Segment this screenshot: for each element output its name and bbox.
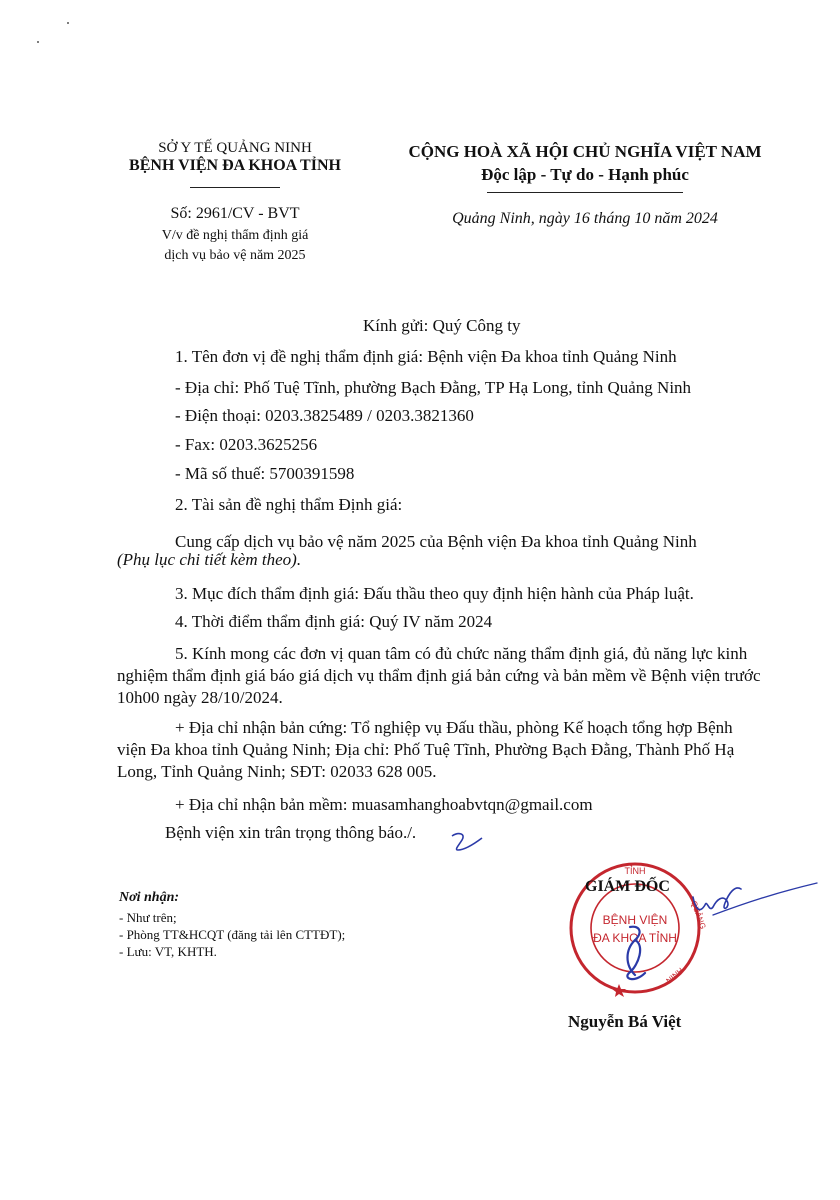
doc-number: Số: 2961/CV - BVT	[170, 205, 300, 222]
item-2-note: (Phụ lục chi tiết kèm theo).	[117, 550, 302, 569]
tax-line: - Mã số thuế: 5700391598	[175, 464, 355, 483]
recipient-item: - Phòng TT&HCQT (đăng tải lên CTTĐT);	[119, 927, 346, 942]
scan-speck	[67, 22, 69, 24]
header-left-underline	[190, 187, 280, 188]
subject-line-2: dịch vụ bảo vệ năm 2025	[164, 248, 306, 263]
recipient-item: - Như trên;	[119, 910, 177, 925]
item-2: 2. Tài sản đề nghị thẩm Định giá:	[175, 495, 403, 514]
subject-line-1: V/v đề nghị thẩm định giá	[161, 228, 309, 243]
salutation: Kính gửi: Quý Công ty	[363, 316, 521, 335]
nation-motto: Độc lập - Tự do - Hạnh phúc	[481, 165, 689, 184]
scan-speck	[37, 41, 39, 43]
item-1: 1. Tên đơn vị đề nghị thẩm định giá: Bệnh viện Đa khoa tỉnh Quảng Ninh	[175, 347, 677, 366]
motto-underline	[487, 192, 683, 193]
nation-title: CỘNG HOÀ XÃ HỘI CHỦ NGHĨA VIỆT NAM	[408, 142, 762, 161]
signer-title: GIÁM ĐỐC	[585, 878, 670, 895]
department-name: SỞ Y TẾ QUẢNG NINH	[158, 140, 312, 156]
hardcopy-address: + Địa chỉ nhận bản cứng: Tổ nghiệp vụ Đấu thầu, phòng Kế hoạch tổng hợp Bệnh viện Đa khoa tỉnh Quảng Ninh; Địa chỉ: Phố Tuệ Tĩnh, Phường Bạch Đằng, Thành Phố Hạ Long, Tỉnh Quảng Ninh; SĐT: 02033 628 005.	[117, 718, 735, 781]
recipient-item: - Lưu: VT, KHTH.	[119, 944, 217, 959]
signature-stroke-main	[627, 927, 645, 979]
item-5: 5. Kính mong các đơn vị quan tâm có đủ chức năng thẩm định giá, đủ năng lực kinh nghiệm thẩm định giá báo giá dịch vụ thẩm định giá bản cứng và bản mềm về Bệnh viện trước 10h00 ngày 28/10/2024.	[117, 644, 761, 707]
stamp-ring-right: QUẢNG	[689, 899, 708, 931]
address-line: - Địa chỉ: Phố Tuệ Tĩnh, phường Bạch Đằng, TP Hạ Long, tỉnh Quảng Ninh	[175, 378, 692, 397]
signature-stroke-upper	[693, 888, 741, 910]
doc-subject	[100, 226, 370, 266]
item-4: 4. Thời điểm thẩm định giá: Quý IV năm 2024	[175, 612, 493, 631]
closing-line: Bệnh viện xin trân trọng thông báo./.	[165, 823, 417, 842]
fax-line: - Fax: 0203.3625256	[175, 435, 318, 454]
recipients-list	[119, 909, 345, 960]
stamp-ring-bottom: NINH	[664, 966, 686, 986]
softcopy-address: + Địa chỉ nhận bản mềm: muasamhanghoabvtqn@gmail.com	[175, 795, 593, 814]
initial-mark	[448, 828, 488, 856]
item-2-description: Cung cấp dịch vụ bảo vệ năm 2025 của Bệnh viện Đa khoa tỉnh Quảng Ninh	[175, 532, 697, 551]
header-right	[380, 142, 790, 185]
recipients-title: Nơi nhận:	[119, 890, 180, 905]
stamp-center-line-2: ĐA KHOA TỈNH	[593, 931, 677, 945]
handwritten-signature	[595, 855, 825, 995]
header-left	[100, 140, 370, 175]
item-3: 3. Mục đích thẩm định giá: Đấu thầu theo quy định hiện hành của Pháp luật.	[175, 584, 694, 603]
signature-tail	[713, 883, 817, 915]
phone-line: - Điện thoại: 0203.3825489 / 0203.3821360	[175, 406, 474, 425]
stamp-center-line-1: BỆNH VIỆN	[602, 913, 668, 927]
hospital-name: BỆNH VIỆN ĐA KHOA TỈNH	[129, 157, 341, 174]
place-date: Quảng Ninh, ngày 16 tháng 10 năm 2024	[452, 210, 718, 227]
signer-name: Nguyễn Bá Việt	[568, 1012, 682, 1031]
stamp-ring-top: TỈNH	[624, 866, 646, 876]
initial-stroke	[452, 834, 482, 850]
